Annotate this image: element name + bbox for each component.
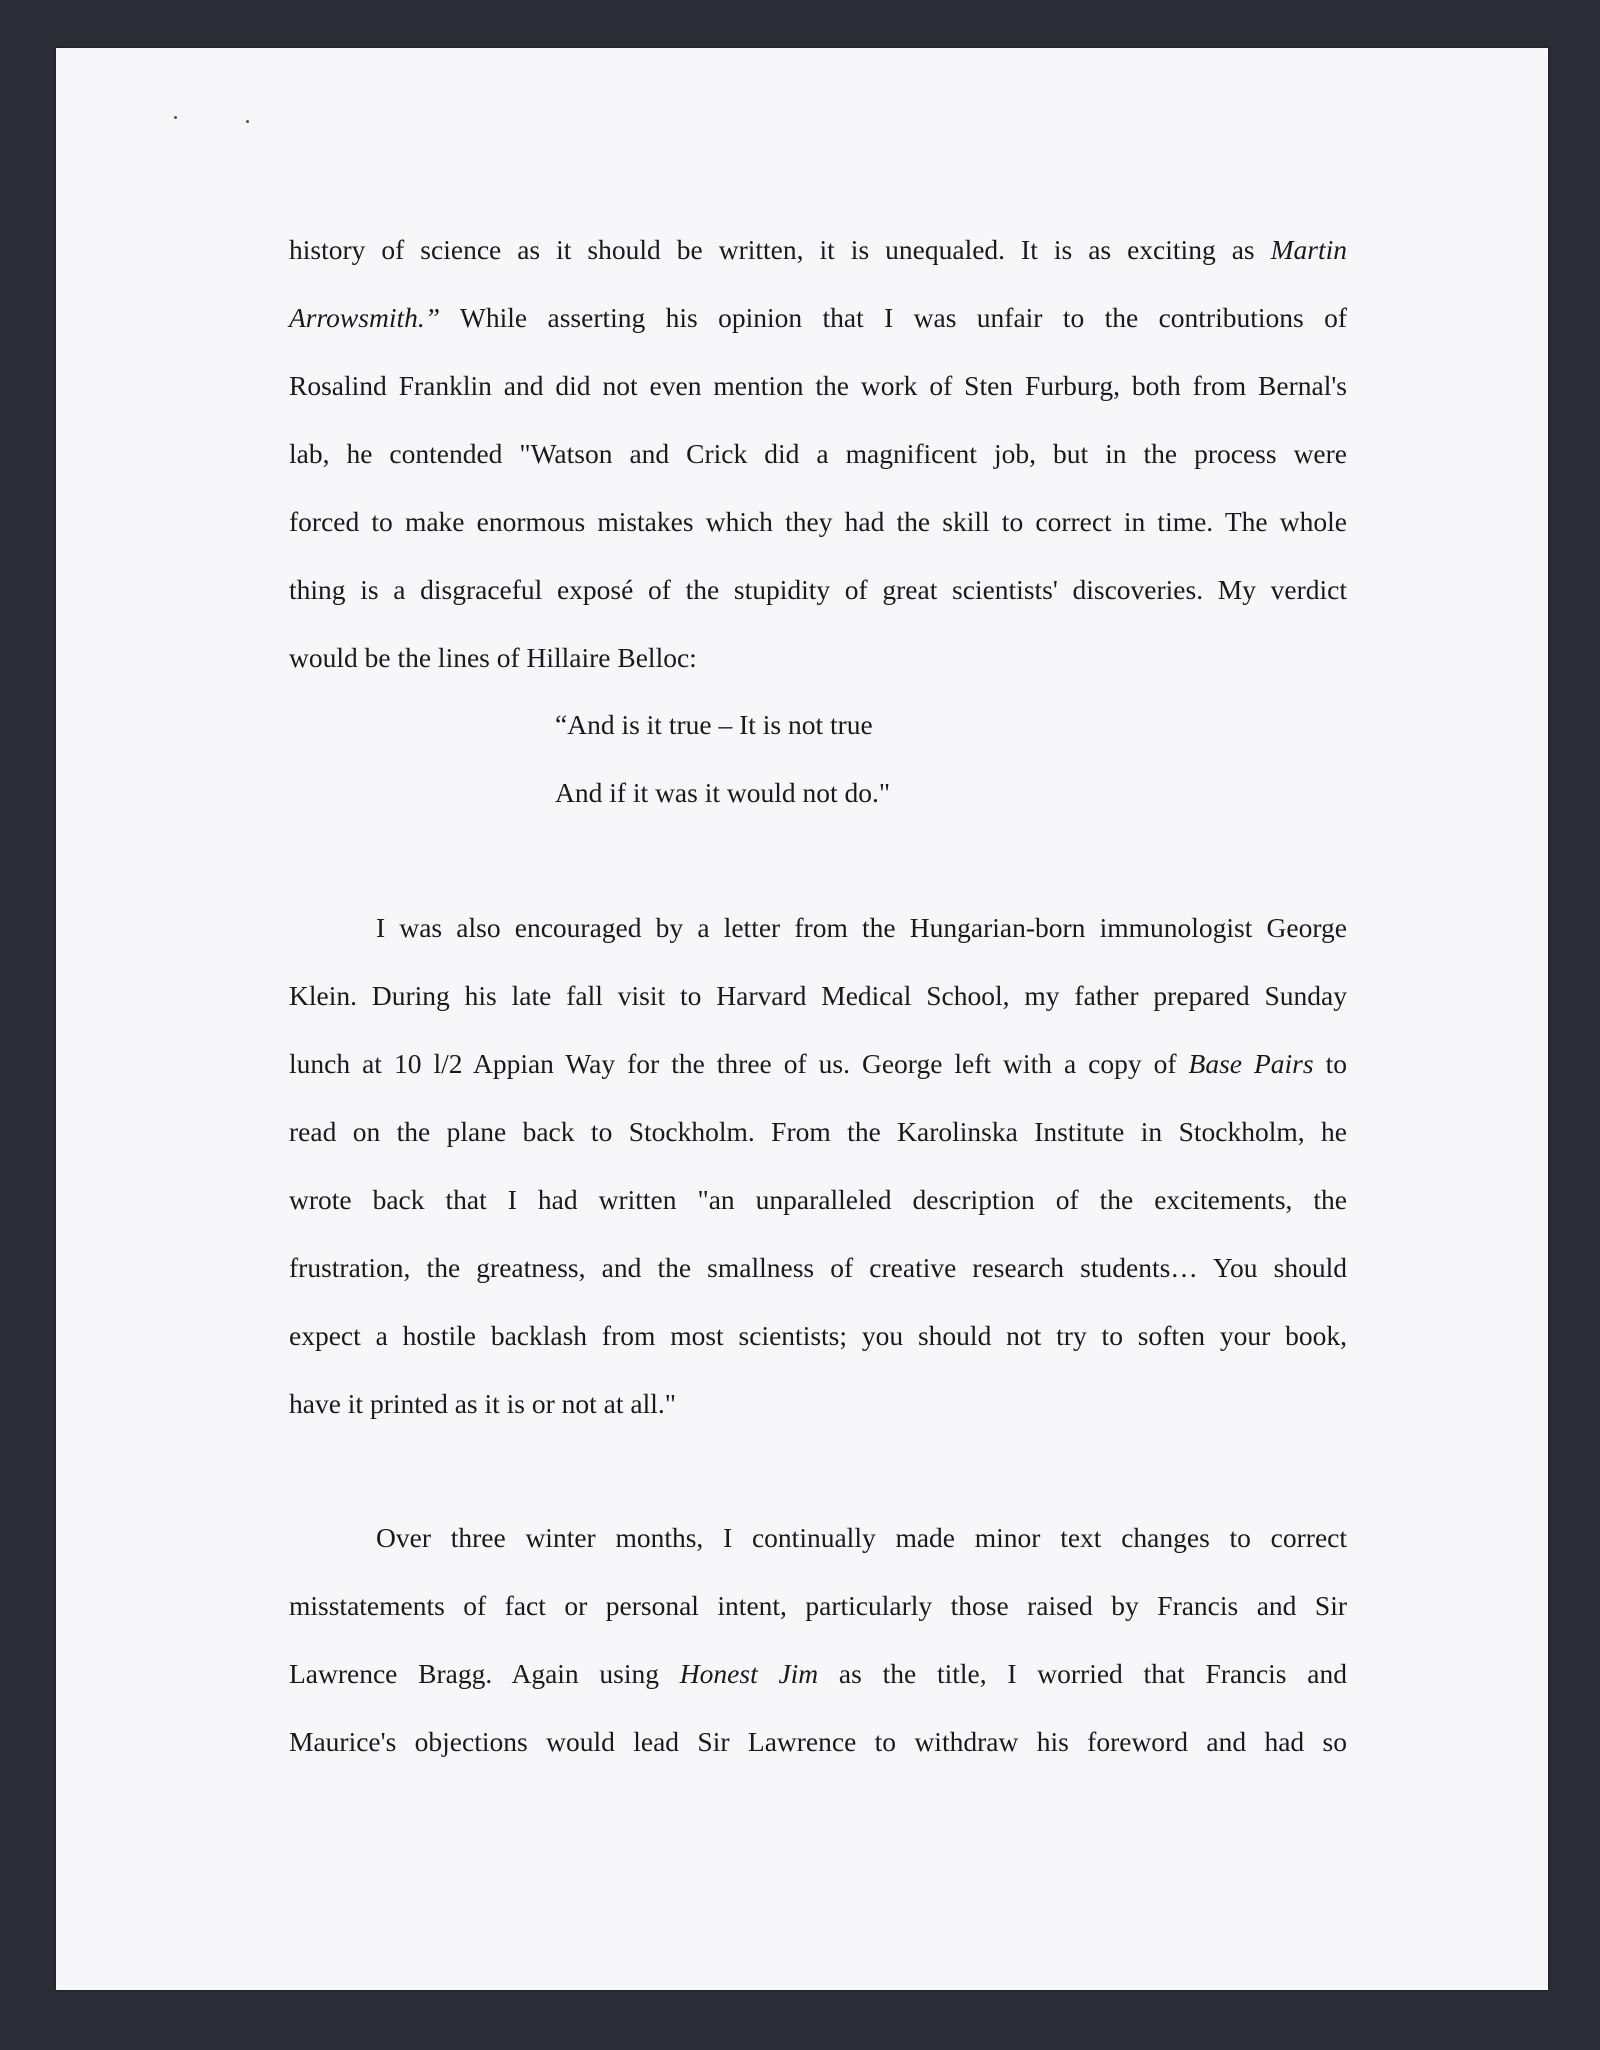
text-line-2: Arrowsmith.” While asserting his opinion that I was unfair to the contributions of [289,302,1347,333]
paper-speck [174,116,177,119]
paragraph-2-line-1: I was also encouraged by a letter from the Hungarian-born immunologist George [376,912,1347,943]
paragraph-3-line-4: Maurice's objections would lead Sir Lawrence to withdraw his foreword and had so [289,1726,1347,1757]
text-line-5: forced to make enormous mistakes which they had the skill to correct in time. The whole [289,506,1347,537]
text-line-1: history of science as it should be written, it is unequaled. It is as exciting as Martin [289,234,1347,265]
paragraph-2-line-2: Klein. During his late fall visit to Harvard Medical School, my father prepared Sunday [289,980,1347,1011]
text-line-3: Rosalind Franklin and did not even mention the work of Sten Furburg, both from Bernal's [289,370,1347,401]
text-line-6: thing is a disgraceful exposé of the stupidity of great scientists' discoveries. My verdict [289,574,1347,605]
quote-line-1: “And is it true – It is not true [555,709,873,740]
paragraph-3-line-2: misstatements of fact or personal intent, particularly those raised by Francis and Sir [289,1590,1347,1621]
paragraph-3-line-1: Over three winter months, I continually made minor text changes to correct [376,1522,1347,1553]
paragraph-2-line-8: have it printed as it is or not at all." [289,1388,676,1419]
paragraph-2-line-5: wrote back that I had written "an unparalleled description of the excitements, the [289,1184,1347,1215]
paragraph-2-line-6: frustration, the greatness, and the smallness of creative research students… You should [289,1252,1347,1283]
paragraph-3-line-3: Lawrence Bragg. Again using Honest Jim as the title, I worried that Francis and [289,1658,1347,1689]
quote-line-2: And if it was it would not do." [555,777,891,808]
document-page [56,48,1548,1990]
paragraph-2-line-4: read on the plane back to Stockholm. From the Karolinska Institute in Stockholm, he [289,1116,1347,1147]
text-line-7: would be the lines of Hillaire Belloc: [289,642,697,673]
paragraph-2-line-7: expect a hostile backlash from most scientists; you should not try to soften your book, [289,1320,1347,1351]
paper-speck [246,120,249,123]
text-line-4: lab, he contended "Watson and Crick did a magnificent job, but in the process were [289,438,1347,469]
paragraph-2-line-3: lunch at 10 l/2 Appian Way for the three of us. George left with a copy of Base Pairs to [289,1048,1347,1079]
